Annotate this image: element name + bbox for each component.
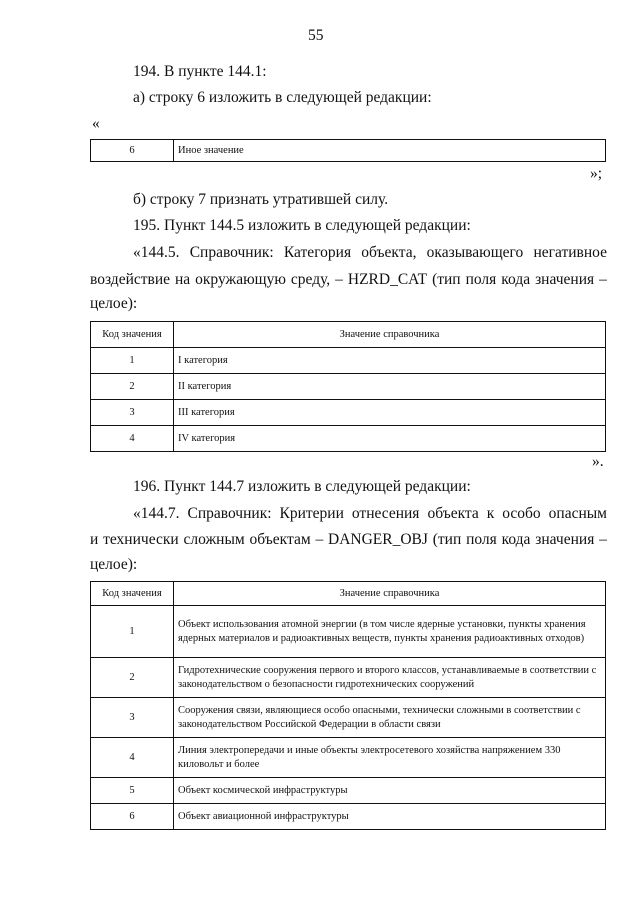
table2-code: 4 [91,426,174,452]
table2-value: II категория [174,374,606,400]
paragraph-196: 196. Пункт 144.7 изложить в следующей редакции: [133,478,471,495]
table3-value: Линия электропередачи и иные объекты электросетевого хозяйства напряжением 330 киловольт и более [174,738,606,778]
table2-code: 3 [91,400,174,426]
word: и [90,531,99,548]
paragraph-196-line2 [90,531,607,549]
table-row [91,348,606,374]
close-quote-1: »; [590,165,603,182]
paragraph-194b: б) строку 7 признать утратившей силу. [133,191,389,208]
table3-header-value: Значение справочника [174,582,606,606]
table2-code: 2 [91,374,174,400]
word: негативное [533,244,607,261]
word: отнесения [351,505,420,522]
word: технически [103,531,179,548]
table2-code: 1 [91,348,174,374]
table-row [91,606,606,658]
word: (тип [432,271,461,288]
word: HZRD_CAT [347,271,428,288]
table3-code: 1 [91,606,174,658]
paragraph-195: 195. Пункт 144.5 изложить в следующей редакции: [133,217,471,234]
page-number: 55 [308,27,324,44]
word: (тип [432,531,462,548]
table-row [91,374,606,400]
table3-code: 6 [91,804,174,830]
word: объекта [427,505,479,522]
table3-value: Сооружения связи, являющиеся особо опасными, технически сложными в соответствии с законодательством Российской Федерации в области связи [174,698,606,738]
table-row [91,778,606,804]
table3-code: 2 [91,658,174,698]
word: – [599,531,607,548]
word: Критерии [279,505,344,522]
table-row [91,658,606,698]
table1-code: 6 [91,140,174,162]
word: объектам [249,531,311,548]
table3-code: 5 [91,778,174,804]
word: опасным [548,505,607,522]
table3-code: 4 [91,738,174,778]
word: Справочник: [189,244,274,261]
table2-header-code: Код значения [91,322,174,348]
word: значения [535,531,595,548]
table-row [91,804,606,830]
paragraph-195-line1 [133,244,607,262]
word: воздействие [90,271,171,288]
table-row [91,738,606,778]
word: Категория [283,244,352,261]
word: кода [501,271,531,288]
word: к [486,505,495,522]
word: Справочник: [187,505,272,522]
table3-value: Объект космической инфраструктуры [174,778,606,804]
table1-value: Иное значение [174,140,606,162]
table3-code: 3 [91,698,174,738]
table3-value: Объект использования атомной энергии (в том числе ядерные установки, пункты хранения ядерных материалов и радиоактивных веществ, пункты хранения радиоактивных отходов) [174,606,606,658]
table3-value: Объект авиационной инфраструктуры [174,804,606,830]
table2-value: III категория [174,400,606,426]
word: среду, [290,271,331,288]
word: – [599,271,607,288]
paragraph-195-line3: целое): [90,295,138,312]
open-quote-1: « [92,115,100,132]
word: поля [466,531,497,548]
word: – [315,531,324,548]
word: DANGER_OBJ [328,531,428,548]
table2-value: IV категория [174,426,606,452]
word: сложным [183,531,245,548]
paragraph-194a: а) строку 6 изложить в следующей редакции: [133,89,432,106]
paragraph-196-line1 [133,505,607,523]
word: окружающую [195,271,286,288]
word: особо [502,505,541,522]
close-quote-2: ». [592,453,604,470]
word: оказывающего [426,244,524,261]
table-hzrd-cat [90,321,606,452]
paragraph-195-line2 [90,271,607,289]
table2-header-value: Значение справочника [174,322,606,348]
table-row [91,426,606,452]
table3-value: Гидротехнические сооружения первого и второго классов, устанавливаемые в соответствии с законодательством о безопасности гидротехнических сооружений [174,658,606,698]
paragraph-194: 194. В пункте 144.1: [133,63,267,80]
table-row-6 [90,139,606,162]
word: – [335,271,343,288]
word: объекта, [361,244,417,261]
table3-header-code: Код значения [91,582,174,606]
paragraph-196-line3: целое): [90,556,138,573]
table2-value: I категория [174,348,606,374]
word: поля [465,271,497,288]
table-danger-obj [90,581,606,830]
table-row [91,698,606,738]
word: «144.5. [133,244,180,261]
word: кода [501,531,531,548]
word: значения [535,271,595,288]
word: на [174,271,191,288]
table-row [91,400,606,426]
word: «144.7. [133,505,180,522]
